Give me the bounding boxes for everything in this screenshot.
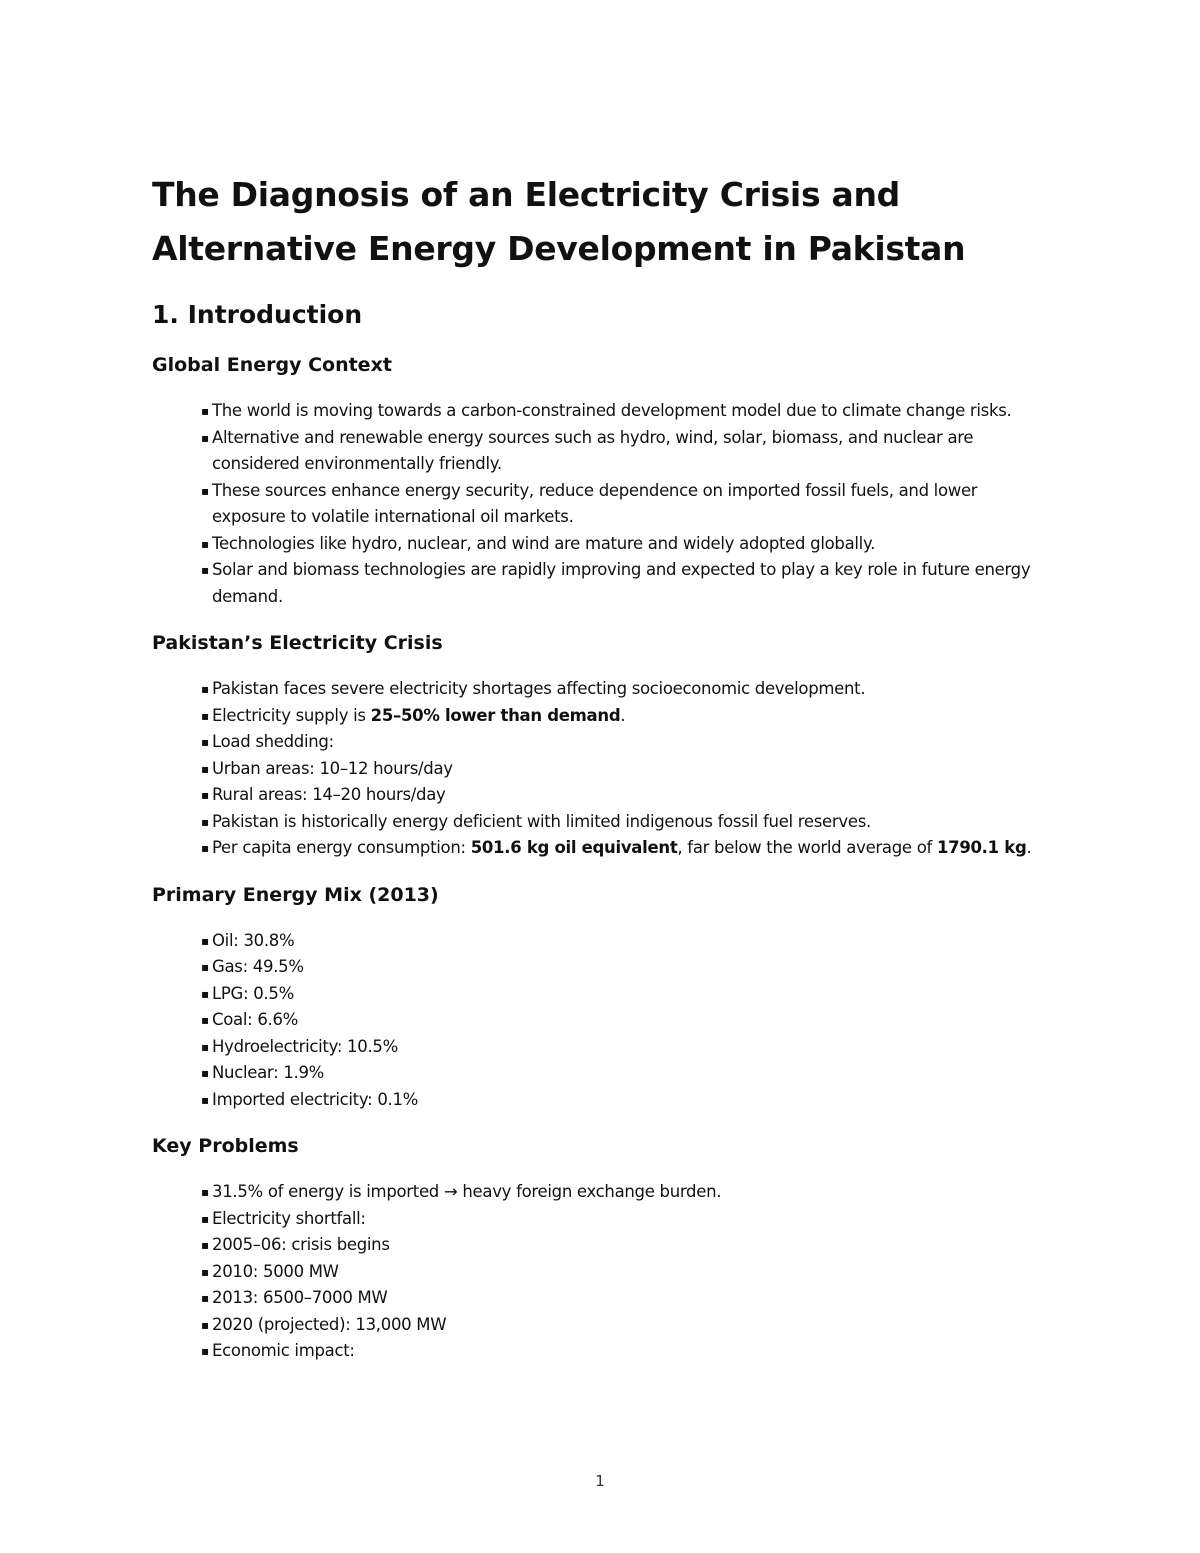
list-item: ▪ Pakistan is historically energy deficient with limited indigenous fossil fuel reserves. [152,809,1052,836]
bullet-icon: ▪ [201,1013,209,1027]
bullet-icon: ▪ [201,1039,209,1054]
bullet-icon: ▪ [201,841,209,855]
list-item: ▪ Economic impact: [152,1338,1052,1365]
bullet-icon: ▪ [201,986,209,1001]
energy-mix-list [152,928,1052,1114]
global-context-list [152,398,1052,610]
subheading-global-energy-context: Global Energy Context [152,354,392,376]
bullet-icon: ▪ [201,1092,209,1107]
list-item: ▪ These sources enhance energy security, reduce dependence on imported fossil fuels, and lower exposure to volatile international oil markets. [152,478,1052,531]
bullet-icon: ▪ [201,682,209,696]
list-item: ▪ Hydroelectricity: 10.5% [152,1034,1052,1061]
bullet-icon: ▪ [201,933,209,948]
bullet-icon: ▪ [201,761,209,776]
bullet-icon: ▪ [201,1264,209,1279]
list-item: ▪ Per capita energy consumption: 501.6 kg oil equivalent, far below the world average of 1790.1 kg. [152,835,1052,862]
supply-gap-emphasis: 25–50% lower than demand [370,705,621,725]
list-item: ▪ 2020 (projected): 13,000 MW [152,1312,1052,1339]
bullet-icon: ▪ [201,1238,209,1252]
list-item: ▪ Electricity shortfall: [152,1206,1052,1233]
bullet-icon: ▪ [201,1066,209,1080]
world-average-emphasis: 1790.1 kg [936,838,1027,857]
list-item: ▪ Solar and biomass technologies are rapidly improving and expected to play a key role in future energy demand. [152,557,1052,610]
list-item: ▪ 2010: 5000 MW [152,1259,1052,1286]
bullet-icon: ▪ [201,788,209,802]
bullet-icon: ▪ [201,960,209,974]
bullet-icon: ▪ [201,483,209,498]
list-item: ▪ Electricity supply is 25–50% lower than demand. [152,703,1052,730]
list-item: ▪ Technologies like hydro, nuclear, and wind are mature and widely adopted globally. [152,531,1052,558]
list-item: ▪ Urban areas: 10–12 hours/day [152,756,1052,783]
list-item: ▪ Imported electricity: 0.1% [152,1087,1052,1114]
title-line-1: The Diagnosis of an Electricity Crisis and [152,175,900,214]
list-item: ▪ LPG: 0.5% [152,981,1052,1008]
bullet-icon: ▪ [201,536,209,551]
list-item: ▪ 2013: 6500–7000 MW [152,1285,1052,1312]
bullet-icon: ▪ [201,1291,209,1305]
list-item: ▪ 31.5% of energy is imported → heavy foreign exchange burden. [152,1179,1052,1206]
bullet-icon: ▪ [201,1344,209,1358]
list-item: ▪ The world is moving towards a carbon-constrained development model due to climate change risks. [152,398,1052,425]
list-item: ▪ Gas: 49.5% [152,954,1052,981]
bullet-icon: ▪ [201,814,209,829]
list-item: ▪ Load shedding: [152,729,1052,756]
bullet-icon: ▪ [201,563,209,577]
subheading-electricity-crisis: Pakistan’s Electricity Crisis [152,632,443,654]
list-item: ▪ Pakistan faces severe electricity shortages affecting socioeconomic development. [152,676,1052,703]
bullet-icon: ▪ [201,1211,209,1226]
bullet-icon: ▪ [201,1317,209,1332]
bullet-icon: ▪ [201,735,209,749]
subheading-key-problems: Key Problems [152,1135,299,1157]
electricity-crisis-list [152,676,1052,862]
list-item: ▪ 2005–06: crisis begins [152,1232,1052,1259]
key-problems-list [152,1179,1052,1365]
title-line-2: Alternative Energy Development in Pakistan [152,229,966,268]
list-item: ▪ Oil: 30.8% [152,928,1052,955]
document-title [152,168,1052,276]
page-number: 1 [595,1472,605,1490]
list-item: ▪ Nuclear: 1.9% [152,1060,1052,1087]
bullet-icon: ▪ [201,404,209,418]
list-item: ▪ Rural areas: 14–20 hours/day [152,782,1052,809]
bullet-icon: ▪ [201,1185,209,1199]
section-heading-introduction: 1. Introduction [152,300,363,329]
per-capita-emphasis: 501.6 kg oil equivalent [470,838,678,857]
bullet-icon: ▪ [201,708,209,723]
bullet-icon: ▪ [201,430,209,445]
document-page [152,168,1052,1385]
list-item: ▪ Alternative and renewable energy sources such as hydro, wind, solar, biomass, and nuclear are considered environmentally friendly. [152,425,1052,478]
subheading-primary-energy-mix: Primary Energy Mix (2013) [152,883,439,906]
list-item: ▪ Coal: 6.6% [152,1007,1052,1034]
